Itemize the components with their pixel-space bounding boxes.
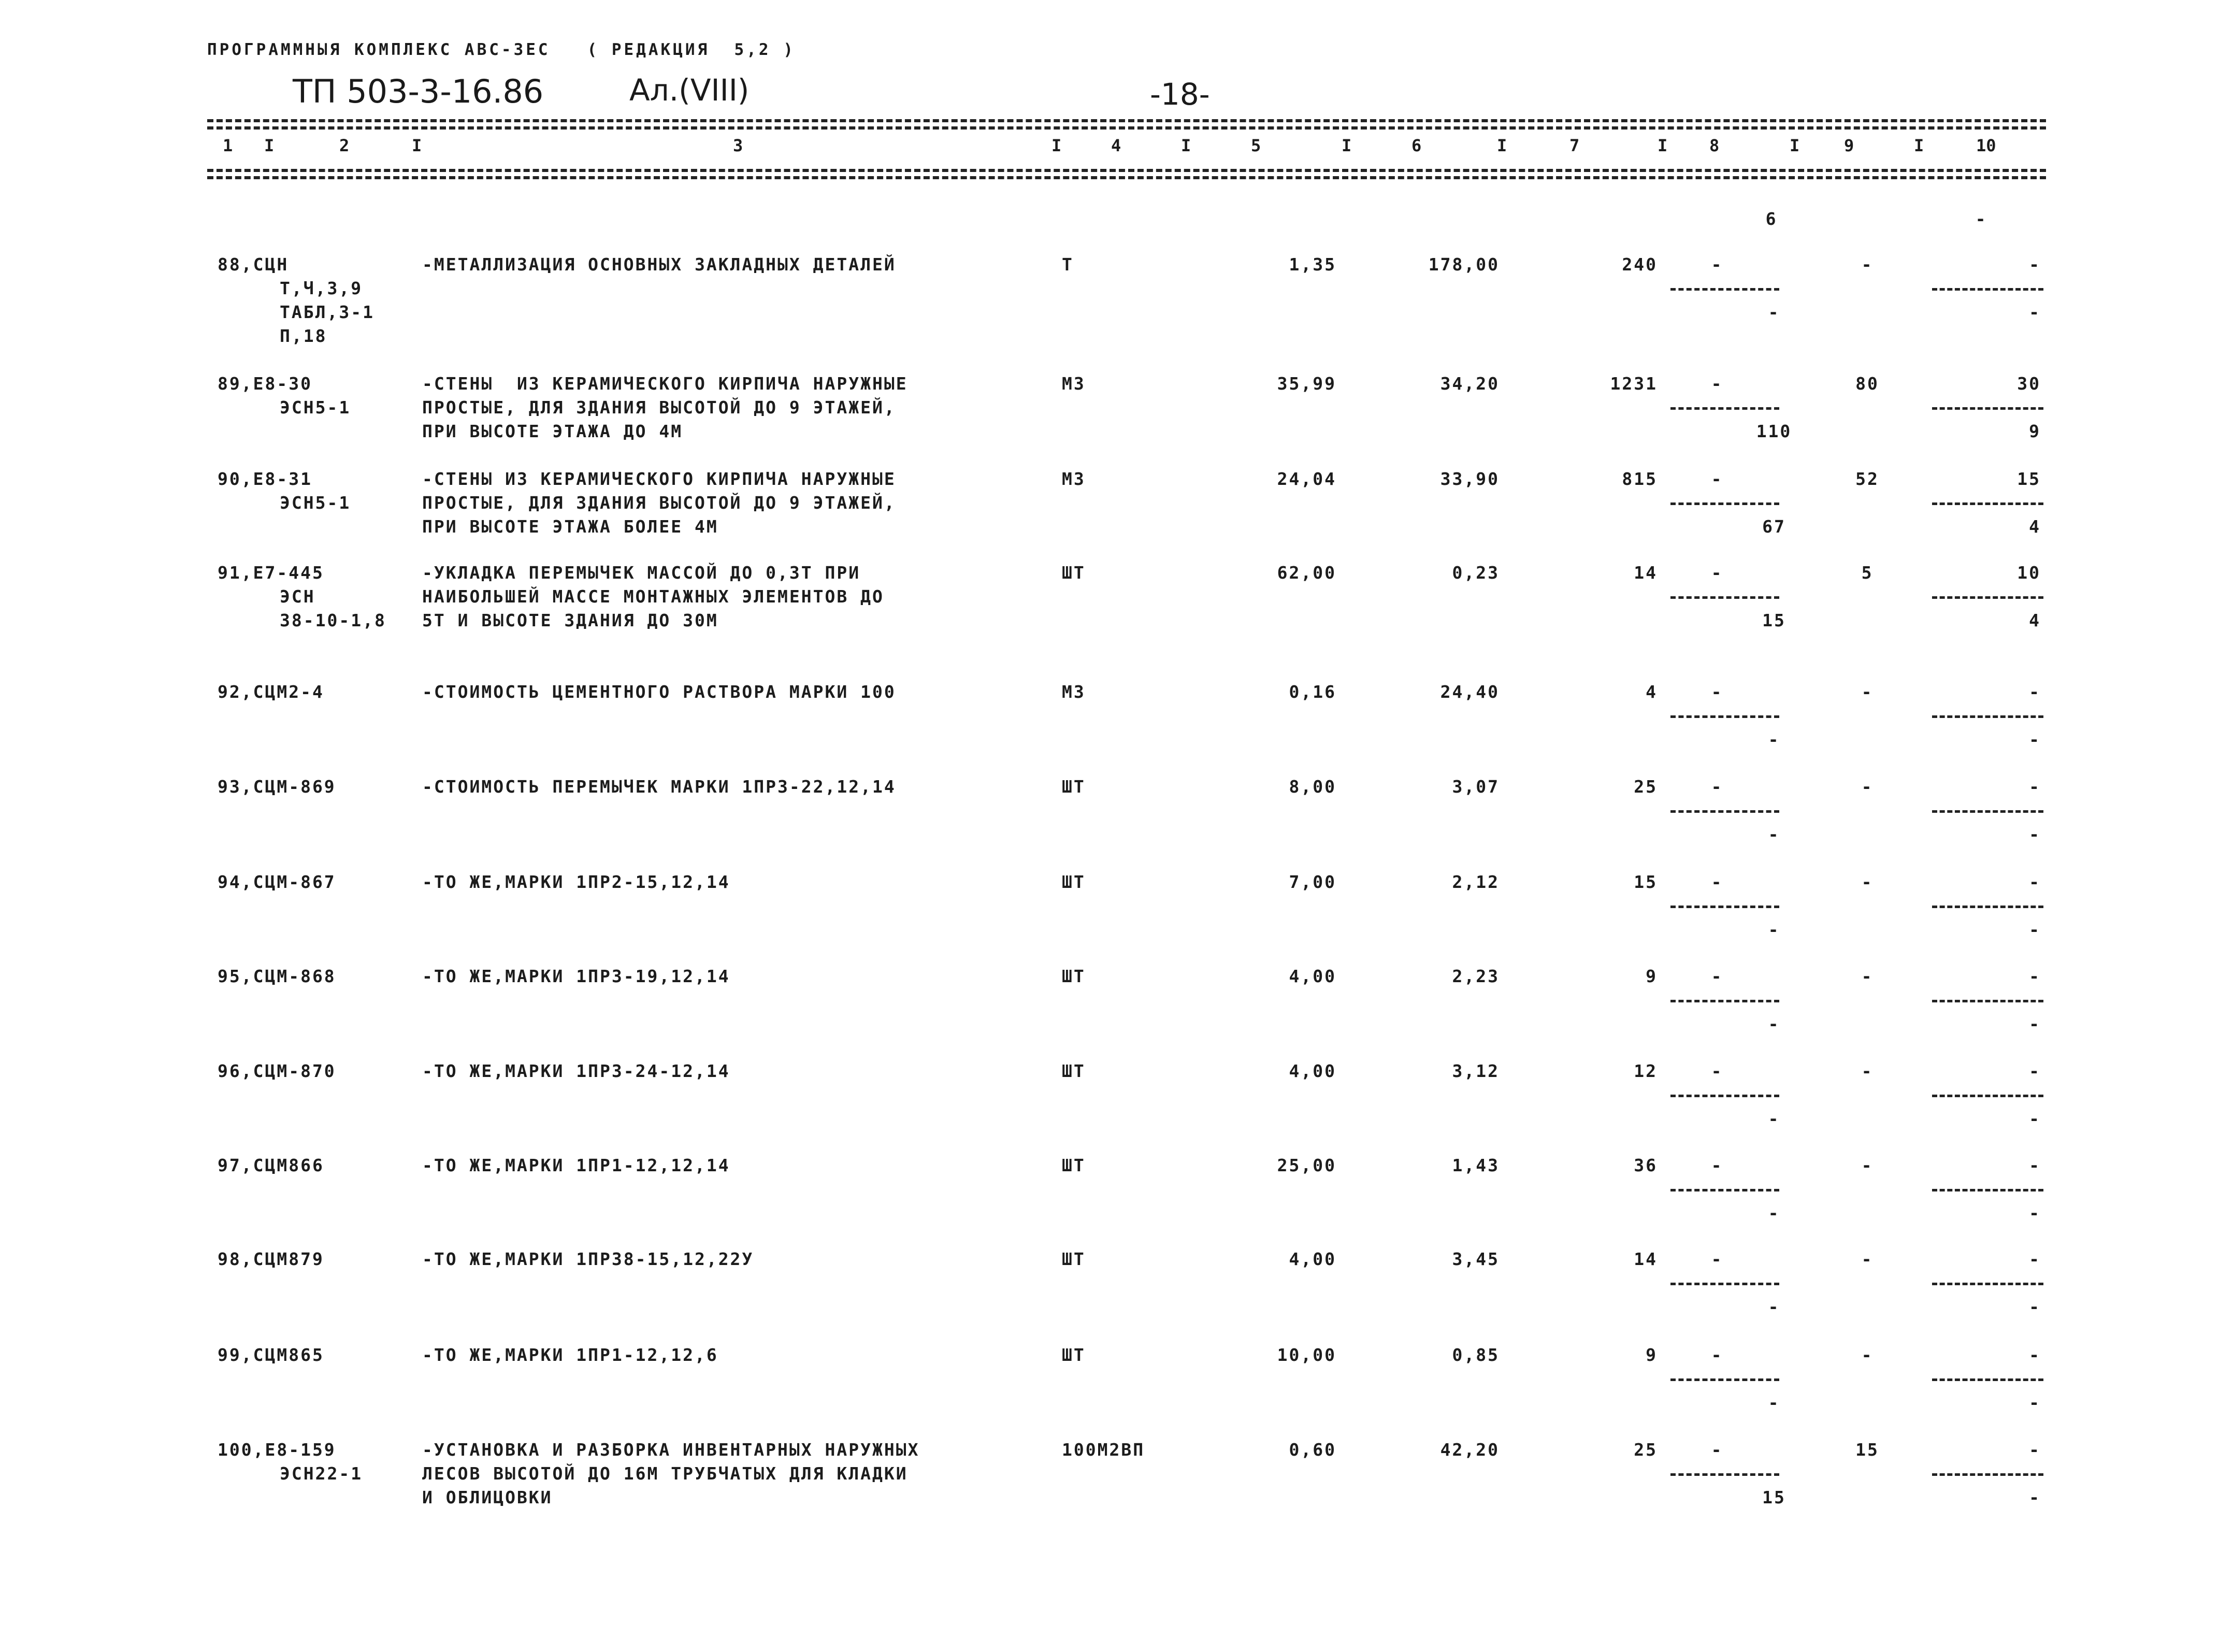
row-quantity: 62,00 [1277, 563, 1336, 583]
row-code: 95,СЦМ-868 [218, 966, 336, 986]
row-code: 91,Е7-445 [218, 563, 324, 583]
row-unit-price: 42,20 [1440, 1440, 1500, 1460]
row-total: 12 [1634, 1061, 1658, 1081]
row-description: -УКЛАДКА ПЕРЕМЫЧЕК МАССОЙ ДО 0,3Т ПРИ [422, 563, 861, 583]
row-col8-top: - [1711, 682, 1723, 702]
row-unit: ШТ [1062, 1345, 1086, 1365]
row-col9: 5 [1861, 563, 1874, 583]
row-code: П,18 [280, 326, 327, 346]
row-col10-bottom: - [2029, 1392, 2041, 1413]
row-description: ПРИ ВЫСОТЕ ЭТАЖА ДО 4М [422, 421, 683, 441]
row-col8-bottom: - [1768, 1014, 1780, 1034]
row-col10-top: - [2029, 966, 2041, 986]
row-unit-price: 0,23 [1452, 563, 1500, 583]
row-col8-fraction-line [1670, 288, 1779, 291]
header-rule-bottom [207, 169, 2046, 172]
project-code: ТП 503-3-16.86 [293, 73, 544, 110]
row-description: -ТО ЖЕ,МАРКИ 1ПР1-12,12,14 [422, 1155, 730, 1175]
row-total: 25 [1634, 777, 1658, 797]
row-description: -СТОИМОСТЬ ПЕРЕМЫЧЕК МАРКИ 1ПР3-22,12,14 [422, 777, 896, 797]
row-unit: ШТ [1062, 872, 1086, 892]
row-col10-top: - [2029, 1155, 2041, 1175]
row-col10-bottom: - [2029, 1487, 2041, 1507]
row-col9: - [1861, 1061, 1874, 1081]
row-col9: 15 [1855, 1440, 1879, 1460]
row-col8-top: - [1711, 1155, 1723, 1175]
row-code: 100,Е8-159 [218, 1440, 336, 1460]
row-col10-top: - [2029, 1249, 2041, 1269]
column-separator: I [412, 136, 422, 155]
header-rule-top [207, 119, 2046, 122]
row-unit: ШТ [1062, 966, 1086, 986]
row-col10-fraction-line [1932, 1473, 2043, 1476]
row-code: 90,Е8-31 [218, 469, 312, 489]
row-description: -ТО ЖЕ,МАРКИ 1ПР1-12,12,6 [422, 1345, 718, 1365]
row-unit-price: 2,23 [1452, 966, 1500, 986]
row-code: 92,СЦМ2-4 [218, 682, 324, 702]
row-col10-top: - [2029, 777, 2041, 797]
row-col10-fraction-line [1932, 1283, 2043, 1285]
column-number-9: 9 [1844, 136, 1854, 155]
row-total: 14 [1634, 563, 1658, 583]
row-description: ПРИ ВЫСОТЕ ЭТАЖА БОЛЕЕ 4М [422, 516, 718, 537]
row-description: -СТЕНЫ ИЗ КЕРАМИЧЕСКОГО КИРПИЧА НАРУЖНЫЕ [422, 374, 908, 394]
row-unit-price: 3,45 [1452, 1249, 1500, 1269]
row-description: -МЕТАЛЛИЗАЦИЯ ОСНОВНЫХ ЗАКЛАДНЫХ ДЕТАЛЕЙ [422, 254, 896, 275]
row-total: 240 [1622, 254, 1658, 275]
column-separator: I [1790, 136, 1800, 155]
row-unit-price: 178,00 [1428, 254, 1500, 275]
row-quantity: 0,60 [1289, 1440, 1336, 1460]
row-col10-top: 30 [2017, 374, 2041, 394]
row-col8-fraction-line [1670, 1095, 1779, 1097]
row-col9: - [1861, 1155, 1874, 1175]
row-code: 89,Е8-30 [218, 374, 312, 394]
row-description: И ОБЛИЦОВКИ [422, 1487, 553, 1507]
row-code: ТАБЛ,3-1 [280, 302, 374, 322]
column-number-3: 3 [733, 136, 743, 155]
row-unit-price: 3,12 [1452, 1061, 1500, 1081]
row-quantity: 10,00 [1277, 1345, 1336, 1365]
row-col8-bottom: - [1768, 729, 1780, 750]
row-col9: - [1861, 1249, 1874, 1269]
row-col9: 80 [1855, 374, 1879, 394]
row-col8-fraction-line [1670, 1283, 1779, 1285]
row-col8-top: - [1711, 1061, 1723, 1081]
row-col8-top: - [1711, 254, 1723, 275]
row-unit-price: 1,43 [1452, 1155, 1500, 1175]
row-code: ЭСН5-1 [280, 397, 351, 418]
row-col8-fraction-line [1670, 407, 1779, 410]
row-unit: Т [1062, 254, 1074, 275]
row-col10-fraction-line [1932, 810, 2043, 813]
row-col10-top: 10 [2017, 563, 2041, 583]
row-total: 36 [1634, 1155, 1658, 1175]
row-col8-bottom: 67 [1762, 516, 1786, 537]
column-number-4: 4 [1111, 136, 1121, 155]
column-separator: I [1051, 136, 1062, 155]
row-quantity: 0,16 [1289, 682, 1336, 702]
row-col8-bottom: 15 [1762, 610, 1786, 630]
row-col9: - [1861, 777, 1874, 797]
row-col10-fraction-line [1932, 502, 2043, 505]
column-separator: I [1497, 136, 1507, 155]
row-col10-bottom: 9 [2029, 421, 2041, 441]
row-col10-bottom: - [2029, 302, 2041, 322]
row-col10-fraction-line [1932, 1378, 2043, 1381]
row-unit-price: 34,20 [1440, 374, 1500, 394]
row-col8-fraction-line [1670, 596, 1779, 599]
row-unit: ШТ [1062, 777, 1086, 797]
row-unit: ШТ [1062, 1155, 1086, 1175]
row-col8-bottom: - [1768, 1297, 1780, 1317]
row-unit: М3 [1062, 682, 1086, 702]
row-col8-top: - [1711, 469, 1723, 489]
row-col9: 52 [1855, 469, 1879, 489]
row-total: 14 [1634, 1249, 1658, 1269]
row-description: ПРОСТЫЕ, ДЛЯ ЗДАНИЯ ВЫСОТОЙ ДО 9 ЭТАЖЕЙ, [422, 397, 896, 418]
top-extra-col8: 6 [1765, 209, 1778, 229]
row-col10-bottom: - [2029, 920, 2041, 940]
column-separator: I [1914, 136, 1924, 155]
row-description: -УСТАНОВКА И РАЗБОРКА ИНВЕНТАРНЫХ НАРУЖНЫХ [422, 1440, 920, 1460]
row-unit: ШТ [1062, 1249, 1086, 1269]
album-number: Ал.(VIII) [629, 73, 750, 108]
row-col8-top: - [1711, 966, 1723, 986]
row-quantity: 25,00 [1277, 1155, 1336, 1175]
row-quantity: 7,00 [1289, 872, 1336, 892]
row-col9: - [1861, 872, 1874, 892]
row-col10-fraction-line [1932, 1189, 2043, 1191]
row-col8-bottom: - [1768, 1109, 1780, 1129]
row-col8-top: - [1711, 374, 1723, 394]
row-code: 98,СЦМ879 [218, 1249, 324, 1269]
row-col8-fraction-line [1670, 810, 1779, 813]
column-number-10: 10 [1976, 136, 1996, 155]
row-col10-top: 15 [2017, 469, 2041, 489]
row-col10-fraction-line [1932, 1000, 2043, 1002]
row-total: 4 [1646, 682, 1658, 702]
row-col10-top: - [2029, 1440, 2041, 1460]
column-number-1: 1 [223, 136, 233, 155]
row-col10-bottom: - [2029, 1109, 2041, 1129]
row-description: -ТО ЖЕ,МАРКИ 1ПР2-15,12,14 [422, 872, 730, 892]
row-col10-top: - [2029, 1345, 2041, 1365]
row-col10-bottom: 4 [2029, 610, 2041, 630]
row-col8-bottom: - [1768, 824, 1780, 844]
column-number-7: 7 [1569, 136, 1580, 155]
row-description: -ТО ЖЕ,МАРКИ 1ПР38-15,12,22У [422, 1249, 754, 1269]
row-code: 93,СЦМ-869 [218, 777, 336, 797]
row-description: ЛЕСОВ ВЫСОТОЙ ДО 16М ТРУБЧАТЫХ ДЛЯ КЛАДКИ [422, 1463, 908, 1484]
row-code: ЭСН22-1 [280, 1463, 363, 1484]
row-col8-bottom: - [1768, 920, 1780, 940]
row-col8-top: - [1711, 1249, 1723, 1269]
column-number-6: 6 [1411, 136, 1422, 155]
header-rule-bottom-2 [207, 176, 2046, 179]
row-code: 97,СЦМ866 [218, 1155, 324, 1175]
row-col8-bottom: - [1768, 1203, 1780, 1223]
row-col10-bottom: - [2029, 1203, 2041, 1223]
row-col9: - [1861, 254, 1874, 275]
row-unit: М3 [1062, 469, 1086, 489]
row-quantity: 4,00 [1289, 1061, 1336, 1081]
row-col10-top: - [2029, 254, 2041, 275]
row-description: -ТО ЖЕ,МАРКИ 1ПР3-19,12,14 [422, 966, 730, 986]
row-col10-fraction-line [1932, 288, 2043, 291]
row-description: -ТО ЖЕ,МАРКИ 1ПР3-24-12,14 [422, 1061, 730, 1081]
row-code: ЭСН5-1 [280, 493, 351, 513]
row-unit-price: 0,85 [1452, 1345, 1500, 1365]
row-col10-bottom: - [2029, 729, 2041, 750]
row-col10-fraction-line [1932, 715, 2043, 718]
row-col10-fraction-line [1932, 407, 2043, 410]
row-col8-fraction-line [1670, 906, 1779, 908]
row-unit-price: 3,07 [1452, 777, 1500, 797]
row-col8-top: - [1711, 563, 1723, 583]
row-description: 5Т И ВЫСОТЕ ЗДАНИЯ ДО 30М [422, 610, 718, 630]
row-col8-top: - [1711, 777, 1723, 797]
column-separator: I [1658, 136, 1668, 155]
row-col10-top: - [2029, 872, 2041, 892]
row-col8-fraction-line [1670, 1473, 1779, 1476]
row-quantity: 4,00 [1289, 966, 1336, 986]
row-col8-bottom: - [1768, 302, 1780, 322]
row-col9: - [1861, 682, 1874, 702]
row-description: -СТОИМОСТЬ ЦЕМЕНТНОГО РАСТВОРА МАРКИ 100 [422, 682, 896, 702]
column-separator: I [1342, 136, 1352, 155]
column-number-8: 8 [1709, 136, 1720, 155]
row-total: 9 [1646, 1345, 1658, 1365]
row-unit: ШТ [1062, 1061, 1086, 1081]
column-separator: I [264, 136, 275, 155]
row-col8-fraction-line [1670, 502, 1779, 505]
row-quantity: 1,35 [1289, 254, 1336, 275]
row-col9: - [1861, 1345, 1874, 1365]
row-col8-bottom: 110 [1756, 421, 1792, 441]
row-code: 96,СЦМ-870 [218, 1061, 336, 1081]
row-code: Т,Ч,3,9 [280, 278, 363, 298]
row-quantity: 4,00 [1289, 1249, 1336, 1269]
row-col10-top: - [2029, 682, 2041, 702]
row-code: 88,СЦН [218, 254, 289, 275]
row-quantity: 35,99 [1277, 374, 1336, 394]
top-extra-col10: - [1975, 209, 1987, 229]
row-col8-bottom: 15 [1762, 1487, 1786, 1507]
row-code: 99,СЦМ865 [218, 1345, 324, 1365]
row-unit: 100М2ВП [1062, 1440, 1145, 1460]
row-total: 15 [1634, 872, 1658, 892]
row-unit-price: 24,40 [1440, 682, 1500, 702]
column-number-5: 5 [1251, 136, 1261, 155]
row-col8-fraction-line [1670, 1000, 1779, 1002]
row-col10-bottom: - [2029, 824, 2041, 844]
row-quantity: 8,00 [1289, 777, 1336, 797]
row-col8-fraction-line [1670, 1378, 1779, 1381]
column-separator: I [1181, 136, 1191, 155]
row-total: 25 [1634, 1440, 1658, 1460]
row-description: НАИБОЛЬШЕЙ МАССЕ МОНТАЖНЫХ ЭЛЕМЕНТОВ ДО [422, 586, 884, 607]
row-col10-bottom: 4 [2029, 516, 2041, 537]
row-col8-top: - [1711, 1345, 1723, 1365]
row-total: 815 [1622, 469, 1658, 489]
row-total: 9 [1646, 966, 1658, 986]
row-col10-top: - [2029, 1061, 2041, 1081]
header-rule-top-2 [207, 126, 2046, 130]
row-col10-fraction-line [1932, 906, 2043, 908]
row-col8-fraction-line [1670, 1189, 1779, 1191]
row-description: ПРОСТЫЕ, ДЛЯ ЗДАНИЯ ВЫСОТОЙ ДО 9 ЭТАЖЕЙ, [422, 493, 896, 513]
row-col10-bottom: - [2029, 1297, 2041, 1317]
page-number: -18- [1150, 77, 1210, 112]
row-unit: М3 [1062, 374, 1086, 394]
row-code: 38-10-1,8 [280, 610, 386, 630]
row-col8-fraction-line [1670, 715, 1779, 718]
row-unit-price: 2,12 [1452, 872, 1500, 892]
row-col8-top: - [1711, 1440, 1723, 1460]
row-col8-bottom: - [1768, 1392, 1780, 1413]
row-quantity: 24,04 [1277, 469, 1336, 489]
row-total: 1231 [1610, 374, 1658, 394]
row-col10-fraction-line [1932, 596, 2043, 599]
row-col10-fraction-line [1932, 1095, 2043, 1097]
row-col10-bottom: - [2029, 1014, 2041, 1034]
row-code: 94,СЦМ-867 [218, 872, 336, 892]
row-unit: ШТ [1062, 563, 1086, 583]
row-unit-price: 33,90 [1440, 469, 1500, 489]
row-code: ЭСН [280, 586, 315, 607]
program-header: ПРОГРАММНЫЯ КОМПЛЕКС АВС-ЗЕС ( РЕДАКЦИЯ 5,2 ) [207, 40, 796, 59]
row-col8-top: - [1711, 872, 1723, 892]
row-col9: - [1861, 966, 1874, 986]
row-description: -СТЕНЫ ИЗ КЕРАМИЧЕСКОГО КИРПИЧА НАРУЖНЫЕ [422, 469, 896, 489]
column-number-2: 2 [339, 136, 350, 155]
